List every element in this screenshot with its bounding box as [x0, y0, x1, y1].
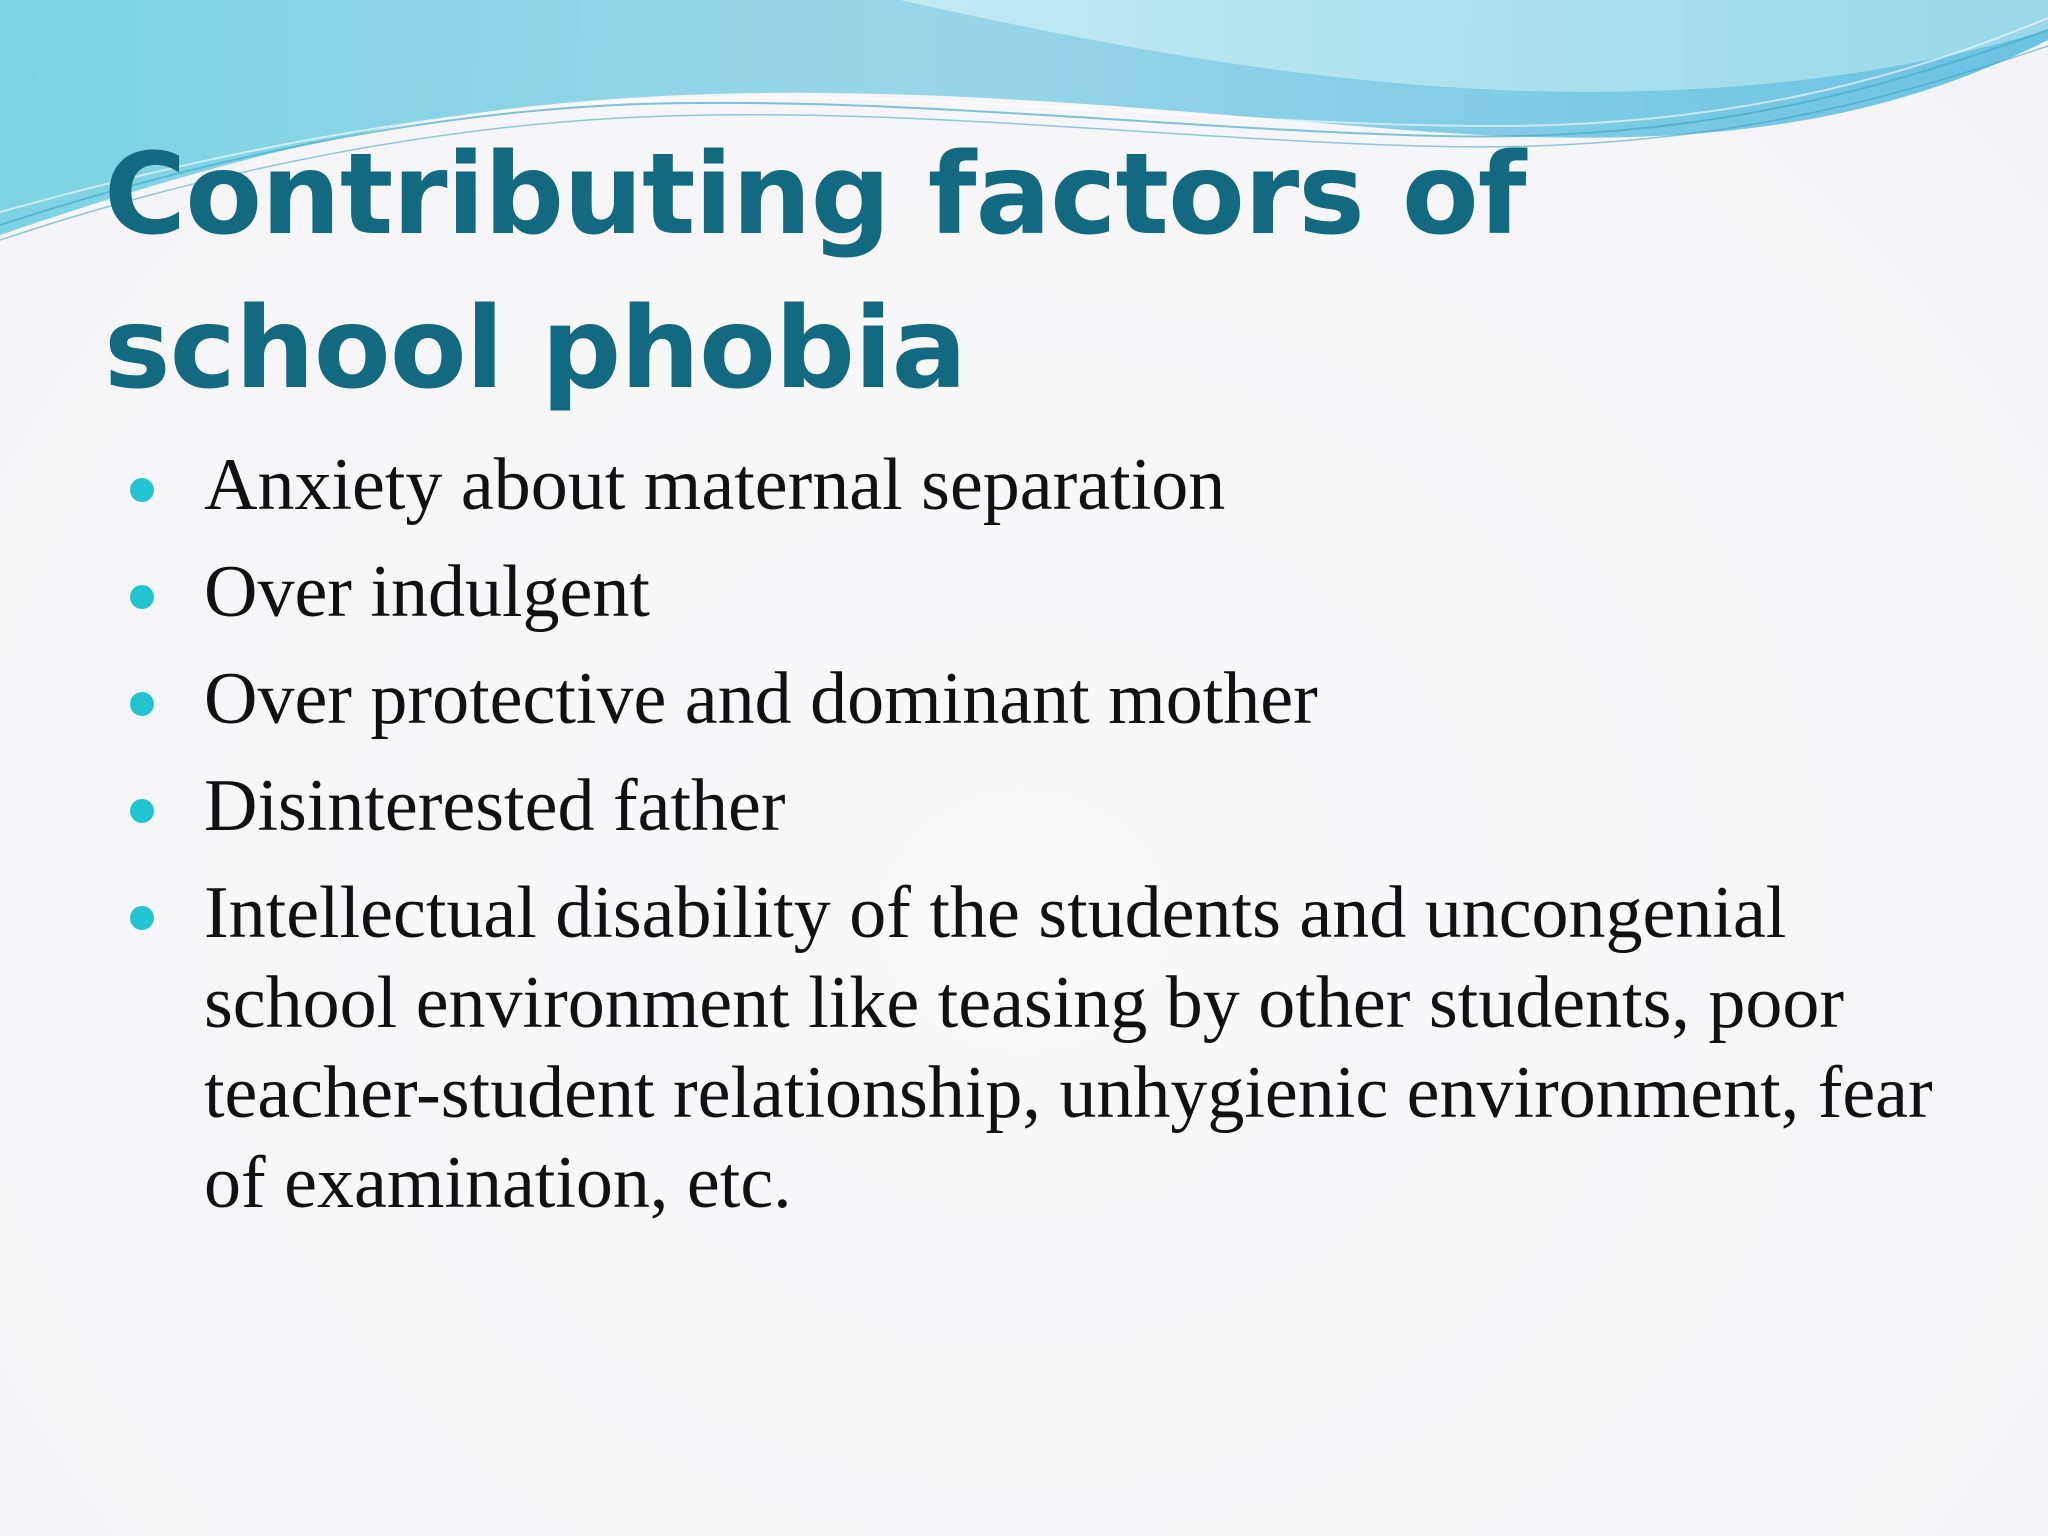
bullet-list — [124, 440, 1964, 1245]
filled-circle-bullet-icon — [130, 585, 154, 609]
slide-title: Contributing factors of school phobia — [104, 130, 1526, 414]
bullet-item — [124, 654, 1964, 744]
bullet-item — [124, 440, 1964, 530]
filled-circle-bullet-icon — [130, 906, 154, 930]
bullet-text: Intellectual disability of the students and uncongenial school environment like teasing by other students, poor teacher-student relationship, unhygienic environment, fear of examination, etc. — [204, 872, 1933, 1224]
bullet-text: Disinterested father — [204, 765, 786, 847]
filled-circle-bullet-icon — [130, 799, 154, 823]
bullet-item — [124, 761, 1964, 851]
filled-circle-bullet-icon — [130, 478, 154, 502]
bullet-item — [124, 868, 1964, 1228]
filled-circle-bullet-icon — [130, 692, 154, 716]
bullet-text: Anxiety about maternal separation — [204, 444, 1226, 526]
bullet-item — [124, 547, 1964, 637]
bullet-text: Over indulgent — [204, 551, 650, 633]
bullet-text: Over protective and dominant mother — [204, 658, 1318, 740]
